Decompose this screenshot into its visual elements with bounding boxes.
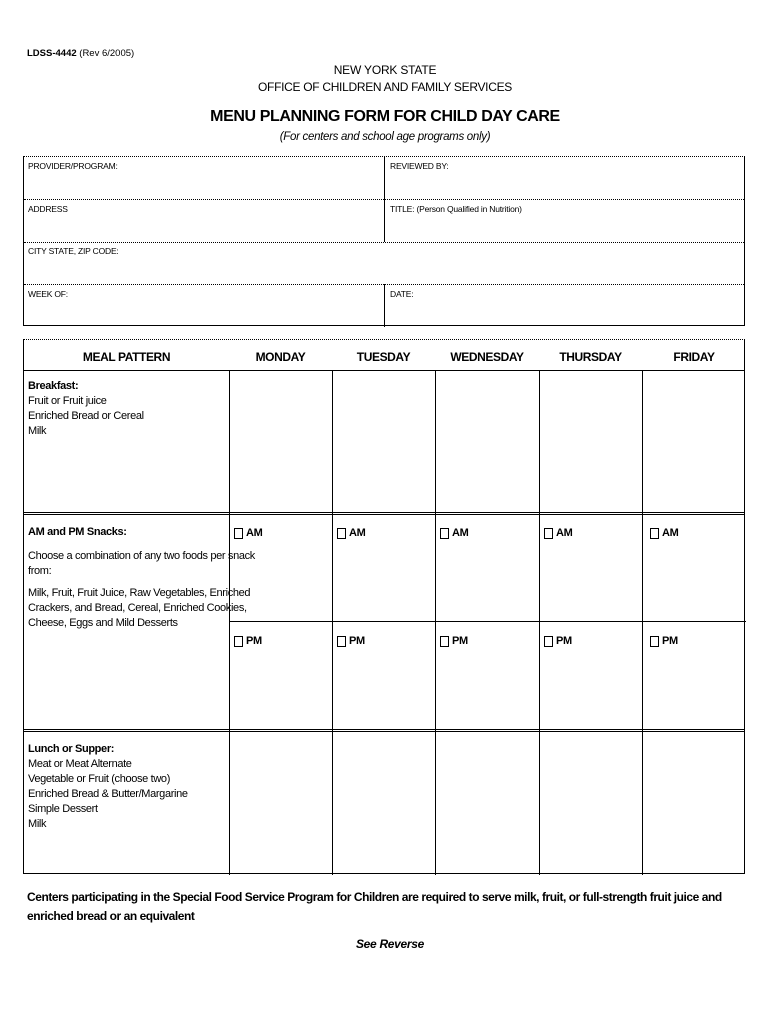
snacks-item: Milk, Fruit, Fruit Juice, Raw Vegetables, Enriched <box>28 587 251 599</box>
checkbox-icon <box>234 528 243 539</box>
column-header-monday: MONDAY <box>255 350 306 364</box>
column-divider <box>539 370 540 875</box>
page-subtitle: (For centers and school age programs only) <box>279 131 491 143</box>
checkbox-icon <box>650 636 659 647</box>
header-row-divider <box>24 370 744 371</box>
nutrition-title-field[interactable]: TITLE: (Person Qualified in Nutrition) <box>390 204 522 214</box>
tuesday-pm-checkbox[interactable] <box>337 635 365 647</box>
pm-label: PM <box>556 635 572 647</box>
lunch-title: Lunch or Supper: <box>28 743 115 755</box>
checkbox-icon <box>650 528 659 539</box>
column-divider <box>435 370 436 875</box>
monday-am-checkbox[interactable] <box>234 527 263 539</box>
form-number-code: LDSS-4442 <box>27 48 77 59</box>
am-pm-divider <box>229 621 746 622</box>
snacks-title: AM and PM Snacks: <box>28 526 127 538</box>
state-heading: NEW YORK STATE <box>333 63 437 77</box>
am-label: AM <box>246 527 263 539</box>
am-label: AM <box>349 527 366 539</box>
breakfast-item: Milk <box>28 425 47 437</box>
am-label: AM <box>662 527 679 539</box>
week-of-field[interactable]: WEEK OF: <box>28 289 68 299</box>
checkbox-icon <box>337 636 346 647</box>
office-heading: OFFICE OF CHILDREN AND FAMILY SERVICES <box>258 80 512 94</box>
checkbox-icon <box>544 528 553 539</box>
checkbox-icon <box>337 528 346 539</box>
breakfast-item: Enriched Bread or Cereal <box>28 410 144 422</box>
column-header-tuesday: TUESDAY <box>356 350 411 364</box>
info-row-divider <box>24 242 744 243</box>
breakfast-item: Fruit or Fruit juice <box>28 395 107 407</box>
column-header-friday: FRIDAY <box>673 350 715 364</box>
info-row-divider <box>24 199 744 200</box>
city-state-zip-field[interactable]: CITY STATE, ZIP CODE: <box>28 246 119 256</box>
lunch-cell <box>28 742 188 832</box>
friday-am-checkbox[interactable] <box>650 527 679 539</box>
snacks-instruction: from: <box>28 565 52 577</box>
thursday-pm-checkbox[interactable] <box>544 635 572 647</box>
am-label: AM <box>452 527 469 539</box>
wednesday-am-checkbox[interactable] <box>440 527 469 539</box>
checkbox-icon <box>234 636 243 647</box>
column-divider <box>332 370 333 875</box>
checkbox-icon <box>440 528 449 539</box>
breakfast-cell <box>28 379 144 439</box>
checkbox-icon <box>544 636 553 647</box>
info-row-divider <box>24 284 744 285</box>
pm-label: PM <box>452 635 468 647</box>
thursday-am-checkbox[interactable] <box>544 527 573 539</box>
lunch-item: Milk <box>28 818 47 830</box>
breakfast-title: Breakfast: <box>28 380 79 392</box>
monday-pm-checkbox[interactable] <box>234 635 262 647</box>
column-header-thursday: THURSDAY <box>559 350 622 364</box>
tuesday-am-checkbox[interactable] <box>337 527 366 539</box>
provider-info-section <box>23 156 745 326</box>
page-title: MENU PLANNING FORM FOR CHILD DAY CARE <box>210 108 560 125</box>
am-label: AM <box>556 527 573 539</box>
pm-label: PM <box>662 635 678 647</box>
snack-row-divider <box>24 729 744 732</box>
info-divider-2 <box>384 284 385 327</box>
column-header-wednesday: WEDNESDAY <box>450 350 524 364</box>
snacks-item: Cheese, Eggs and Mild Desserts <box>28 617 178 629</box>
form-number <box>27 48 134 59</box>
checkbox-icon <box>440 636 449 647</box>
footer-note: Centers participating in the Special Food Service Program for Children are required to serve milk, fruit, or full-strength fruit juice and enriched bread or an equivalent <box>27 890 722 923</box>
provider-program-field[interactable]: PROVIDER/PROGRAM: <box>28 161 118 171</box>
wednesday-pm-checkbox[interactable] <box>440 635 468 647</box>
snacks-instruction: Choose a combination of any two foods per snack <box>28 550 255 562</box>
breakfast-row-divider <box>24 512 744 515</box>
menu-table <box>23 339 745 874</box>
pm-label: PM <box>349 635 365 647</box>
lunch-item: Simple Dessert <box>28 803 98 815</box>
lunch-item: Vegetable or Fruit (choose two) <box>28 773 171 785</box>
snacks-item: Crackers, and Bread, Cereal, Enriched Cookies, <box>28 602 247 614</box>
lunch-item: Enriched Bread & Butter/Margarine <box>28 788 188 800</box>
friday-pm-checkbox[interactable] <box>650 635 678 647</box>
form-revision: (Rev 6/2005) <box>79 48 135 59</box>
column-divider <box>642 370 643 875</box>
snacks-cell <box>28 525 255 631</box>
reviewed-by-field[interactable]: REVIEWED BY: <box>390 161 449 171</box>
lunch-item: Meat or Meat Alternate <box>28 758 132 770</box>
pm-label: PM <box>246 635 262 647</box>
column-header-meal-pattern: MEAL PATTERN <box>82 350 171 364</box>
date-field[interactable]: DATE: <box>390 289 414 299</box>
see-reverse-note: See Reverse <box>355 937 425 951</box>
address-field[interactable]: ADDRESS <box>28 204 68 214</box>
